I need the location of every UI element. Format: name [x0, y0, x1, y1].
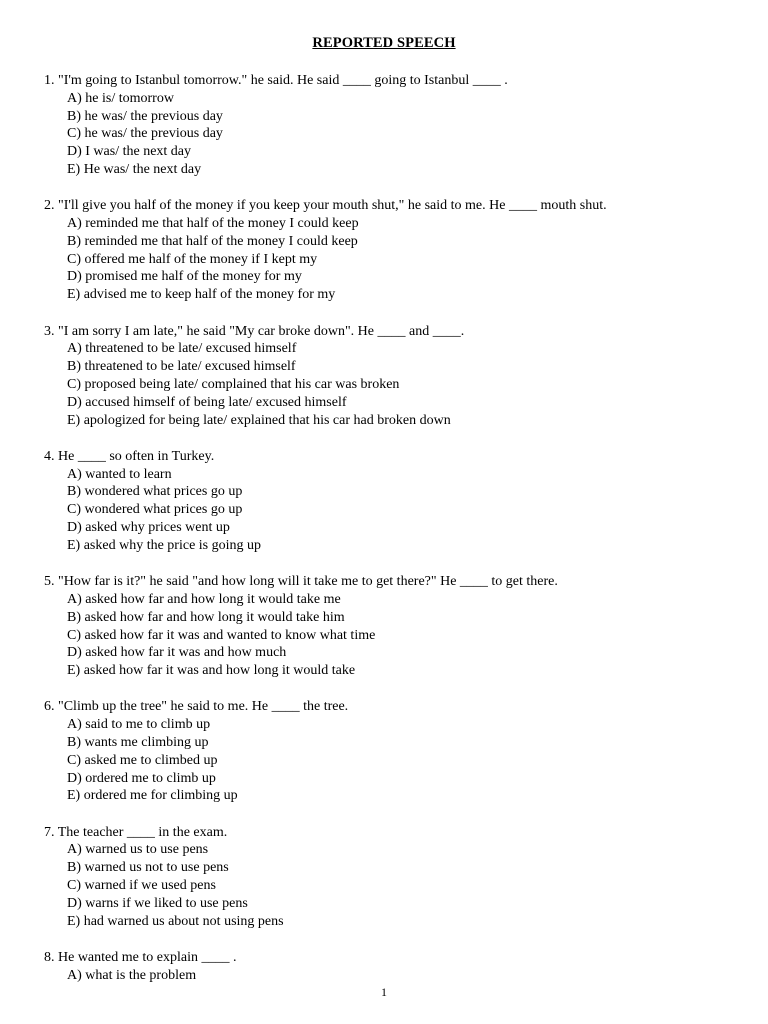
question-text: 5. "How far is it?" he said "and how long will it take me to get there?" He ____ to get there. — [44, 574, 558, 590]
answer-option-a: A) wanted to learn — [67, 466, 172, 482]
page-number: 1 — [381, 985, 387, 999]
question-text: 4. He ____ so often in Turkey. — [44, 448, 215, 464]
answer-option-b: B) he was/ the previous day — [67, 108, 223, 124]
answer-option-c: C) offered me half of the money if I kept my — [67, 251, 318, 267]
answer-option-e: E) had warned us about not using pens — [67, 913, 284, 929]
answer-option-c: C) asked me to climbed up — [67, 752, 218, 768]
answer-option-b: B) asked how far and how long it would take him — [67, 609, 345, 625]
answer-option-a: A) asked how far and how long it would take me — [67, 591, 341, 607]
answer-option-d: D) asked how far it was and how much — [67, 645, 287, 661]
answer-option-d: D) warns if we liked to use pens — [67, 895, 248, 911]
answer-option-b: B) reminded me that half of the money I could keep — [67, 233, 358, 249]
answer-option-b: B) wondered what prices go up — [67, 484, 243, 500]
answer-option-b: B) wants me climbing up — [67, 735, 209, 750]
question-3 — [44, 323, 744, 430]
question-6 — [44, 698, 744, 805]
answer-option-a: A) threatened to be late/ excused himself — [67, 341, 297, 357]
page-title: REPORTED SPEECH — [312, 35, 456, 51]
answer-option-d: D) asked why prices went up — [67, 520, 230, 536]
answer-option-d: D) ordered me to climb up — [67, 770, 216, 786]
answer-option-a: A) said to me to climb up — [67, 717, 211, 733]
question-7 — [44, 824, 744, 931]
answer-option-c: C) warned if we used pens — [67, 878, 216, 894]
answer-option-e: E) ordered me for climbing up — [67, 788, 238, 804]
question-text: 2. "I'll give you half of the money if you keep your mouth shut," he said to me. He ____ mouth shut. — [44, 198, 607, 214]
answer-option-c: C) proposed being late/ complained that his car was broken — [67, 376, 400, 392]
question-text: 6. "Climb up the tree" he said to me. He ____ the tree. — [44, 699, 349, 715]
answer-option-d: D) promised me half of the money for my — [67, 269, 302, 285]
answer-option-a: A) warned us to use pens — [67, 842, 209, 858]
question-5 — [44, 573, 744, 680]
answer-option-c: C) wondered what prices go up — [67, 502, 243, 518]
question-text: 1. "I'm going to Istanbul tomorrow." he said. He said ____ going to Istanbul ____ . — [44, 73, 508, 88]
answer-option-e: E) apologized for being late/ explained that his car had broken down — [67, 412, 451, 428]
answer-option-d: D) accused himself of being late/ excused himself — [67, 394, 347, 410]
answer-option-a: A) he is/ tomorrow — [67, 90, 174, 106]
question-1 — [44, 72, 744, 179]
answer-option-a: A) what is the problem — [67, 967, 197, 983]
answer-option-e: E) asked why the price is going up — [67, 537, 262, 553]
question-8 — [44, 949, 744, 985]
answer-option-c: C) he was/ the previous day — [67, 126, 223, 142]
answer-option-e: E) He was/ the next day — [67, 161, 202, 177]
question-text: 7. The teacher ____ in the exam. — [44, 824, 228, 840]
answer-option-c: C) asked how far it was and wanted to know what time — [67, 627, 376, 643]
question-list — [44, 72, 744, 1003]
answer-option-e: E) asked how far it was and how long it would take — [67, 663, 356, 679]
answer-option-b: B) warned us not to use pens — [67, 860, 229, 876]
answer-option-d: D) I was/ the next day — [67, 144, 192, 160]
question-4 — [44, 448, 744, 555]
answer-option-b: B) threatened to be late/ excused himself — [67, 359, 296, 375]
answer-option-a: A) reminded me that half of the money I could keep — [67, 216, 359, 232]
question-2 — [44, 197, 744, 304]
question-text: 3. "I am sorry I am late," he said "My car broke down". He ____ and ____. — [44, 323, 465, 339]
question-text: 8. He wanted me to explain ____ . — [44, 949, 237, 965]
answer-option-e: E) advised me to keep half of the money for my — [67, 287, 336, 303]
